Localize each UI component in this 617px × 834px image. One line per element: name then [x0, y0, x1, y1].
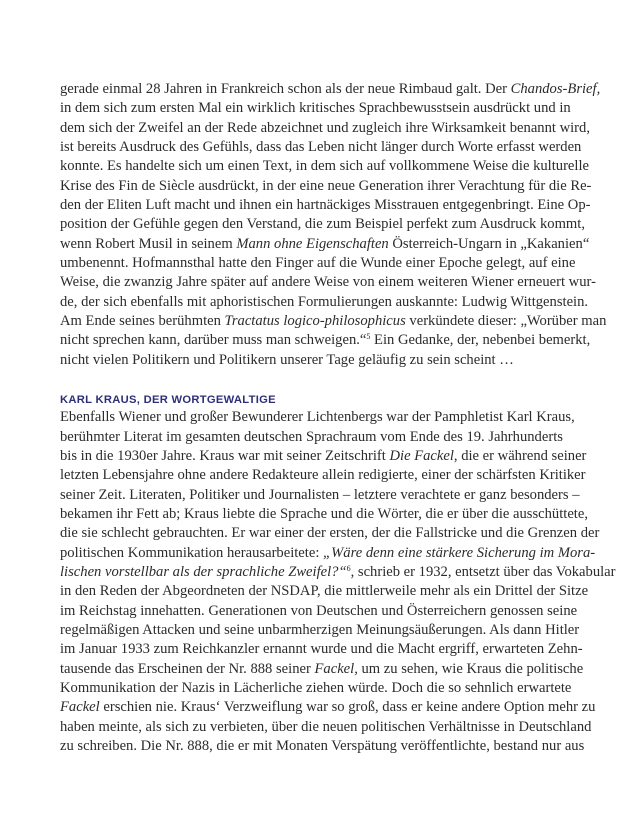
italic-quote: „Wäre denn eine stärkere Sicherung im Mora- [323, 544, 596, 561]
text-line: Krise des Fin de Siècle ausdrückt, in der eine neue Generation ihrer Verachtung für die Re- [60, 177, 592, 194]
italic-title: Fackel [314, 660, 355, 677]
book-page [60, 80, 616, 756]
text-line: berühmter Literat im gesamten deutschen Sprachraum vom Ende des 19. Jahrhunderts [60, 428, 563, 445]
text-line: bis in die 1930er Jahre. Kraus war mit seiner Zeitschrift Die Fackel, die er während seiner [60, 447, 587, 464]
text-line: Ebenfalls Wiener und großer Bewunderer Lichtenbergs war der Pamphletist Karl Kraus, [60, 409, 575, 426]
text-line: tausende das Erscheinen der Nr. 888 seiner Fackel, um zu sehen, wie Kraus die politische [60, 660, 584, 677]
italic-quote: lischen vorstellbar als der sprachliche Zweifel?“ [60, 563, 347, 580]
text-line: politischen Kommunikation herausarbeitete: „Wäre denn eine stärkere Sicherung im Mora- [60, 544, 596, 561]
section-heading: KARL KRAUS, DER WORTGEWALTIGE [60, 394, 276, 407]
text-line: wenn Robert Musil in seinem Mann ohne Eigenschaften Österreich-Ungarn in „Kakanien“ [60, 235, 590, 252]
text-line: Am Ende seines berühmten Tractatus logico-philosophicus verkündete dieser: „Worüber man [60, 313, 607, 330]
text-line: seiner Zeit. Literaten, Politiker und Journalisten – letztere verachtete er ganz besonders – [60, 486, 580, 503]
text-line: bekamen ihr Fett ab; Kraus liebte die Sprache und die Wörter, die er über die ausschüttete, [60, 505, 588, 522]
italic-title: Mann ohne Eigenschaften [236, 235, 389, 252]
text-line: in dem sich zum ersten Mal ein wirklich kritisches Sprachbewusstsein ausdrückt und in [60, 100, 571, 117]
text-line: regelmäßigen Attacken und seine unbarmherzigen Meinungsäußerungen. Als dann Hitler [60, 621, 580, 638]
text-line: konnte. Es handelte sich um einen Text, in dem sich auf vollkommene Weise die kulturelle [60, 158, 589, 175]
paragraph-kraus [60, 408, 616, 756]
italic-title: Chandos-Brief, [510, 81, 601, 97]
text-line: im Januar 1933 zum Reichkanzler ernannt wurde und die Macht ergriff, erwarteten Zehn- [60, 641, 583, 658]
text-line: die sie schlecht gebrauchten. Er war einer der ersten, der die Fallstricke und die Grenzen der [60, 525, 600, 542]
text-line: dem sich der Zweifel an der Rede abzeichnet und zugleich ihre Wirksamkeit benannt wird, [60, 119, 590, 136]
text-line: im Reichstag innehatten. Generationen von Deutschen und Österreichern genossen seine [60, 602, 578, 619]
text-line: zu schreiben. Die Nr. 888, die er mit Monaten Verspätung veröffentlichte, bestand nur aus [60, 738, 585, 754]
italic-title: Tractatus logico-philosophicus [224, 313, 406, 330]
italic-title: Fackel [60, 699, 100, 716]
text-line: Fackel erschien nie. Kraus‘ Verzweiflung war so groß, dass er keine andere Option mehr zu [60, 699, 596, 716]
text-line: Weise, die zwanzig Jahre später auf andere Weise von einem weiteren Wiener erneuert wur- [60, 274, 596, 291]
footnote-marker: 5 [366, 332, 371, 342]
paragraph-hofmannsthal [60, 80, 607, 370]
italic-title: Die Fackel [389, 447, 454, 464]
text-line: Kommunikation der Nazis in Lächerliche ziehen würde. Doch die so sehnlich erwartete [60, 679, 572, 696]
text-line: position der Gefühle gegen den Verstand, die zum Beispiel perfekt zum Ausdruck kommt, [60, 216, 585, 233]
text-line: gerade einmal 28 Jahren in Frankreich schon als der neue Rimbaud galt. Der Chandos-Brief, [60, 81, 601, 97]
text-line: lischen vorstellbar als der sprachliche Zweifel?“$^6$, schrieb er 1932, entsetzt über das Vokabular [60, 563, 616, 580]
text-line: letzten Lebensjahre ohne andere Redakteure allein redigierte, einer der schärfsten Kritiker [60, 467, 586, 484]
text-line: umbenennt. Hofmannsthal hatte den Finger auf die Wunde einer Epoche gelegt, auf eine [60, 255, 576, 272]
text-line: in den Reden der Abgeordneten der NSDAP, die mittlerweile mehr als ein Drittel der Sitze [60, 583, 589, 600]
text-line: haben meinte, als sich zu verbieten, über die neuen politischen Verhältnisse in Deutschland [60, 718, 592, 735]
text-line: den der Eliten Luft macht und ihnen ein hartnäckiges Misstrauen entgegenbringt. Eine Op- [60, 197, 591, 214]
text-line: nicht sprechen kann, darüber muss man schweigen.“$^5$ Ein Gedanke, der, nebenbei bemerkt, [60, 332, 591, 349]
text-line: ist bereits Ausdruck des Gefühls, dass das Leben nicht länger durch Worte erfasst werden [60, 139, 582, 156]
footnote-marker: 6 [346, 563, 351, 573]
text-line: de, der sich ebenfalls mit aphoristischen Formulierungen auskannte: Ludwig Wittgenstein. [60, 293, 589, 310]
text-line: nicht vielen Politikern und Politikern unserer Tage geläufig zu sein scheint … [60, 351, 514, 368]
